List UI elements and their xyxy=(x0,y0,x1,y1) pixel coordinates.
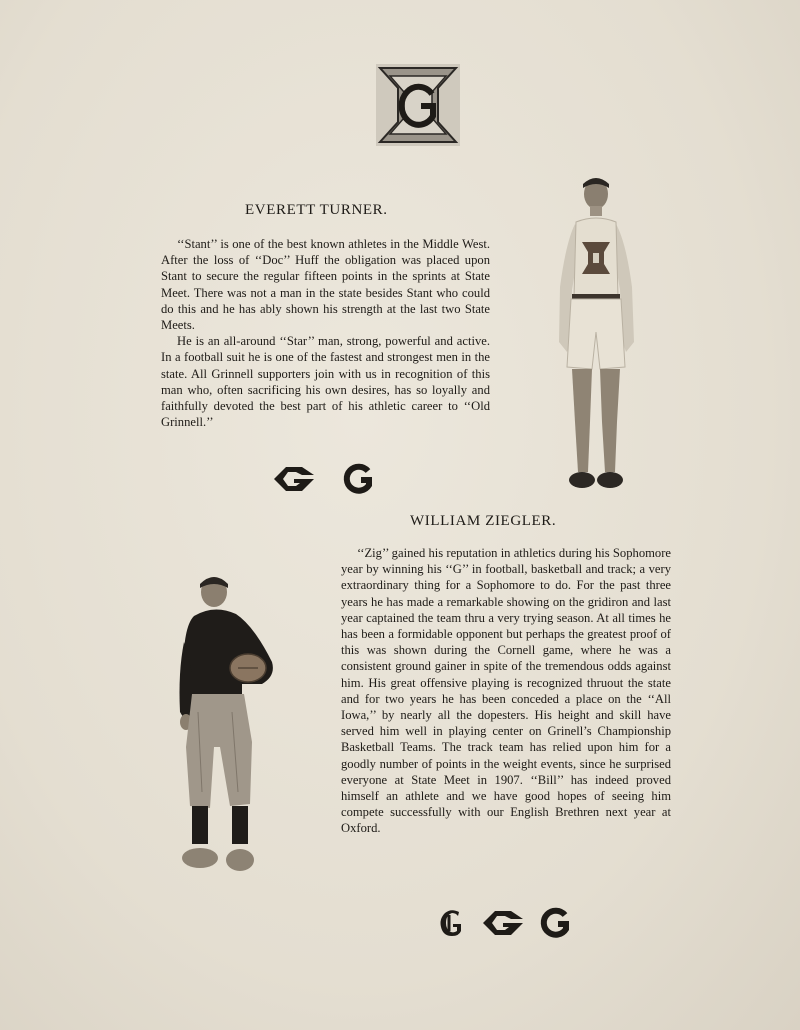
ziegler-letter-awards xyxy=(437,907,571,939)
ziegler-paragraph-1: ‘‘Zig’’ gained his reputation in athletics during his Sophomore year by winning his ‘‘G’’ in football, basketball and track; a very extraordinary thing for a Sophomore to do. For the past three years he has made a remarkable showing on the gridiron and last year captained the team thru a very trying season. At all times he has been a formidable opponent but perhaps the greatest proof of this was shown during the Cornell game, where he was a consistent ground gainer in spite of the tremendous odds against him. His great offensive playing is recognized thruout the state and for two years he has been conceded a place on the ‘‘All Iowa,’’ by nearly all the dopesters. His height and skill have served him well in playing center on Grinell’s Championship Basketball Teams. The track team has relied upon him for a goodly number of points in the weight events, since he surprised everyone at State Meet in 1907. ‘‘Bill’’ has indeed proved himself an athlete and we have good hopes of seeing him compete successfully with our English Brethren next year at Oxford. xyxy=(341,546,671,836)
ziegler-photo xyxy=(172,572,287,878)
old-english-g-letter-icon xyxy=(437,907,467,939)
turner-name-heading: EVERETT TURNER. xyxy=(245,202,388,218)
turner-photo xyxy=(550,172,645,494)
ziegler-biography xyxy=(341,545,671,837)
g-letter-icon xyxy=(342,463,374,495)
turner-letter-awards xyxy=(272,463,374,495)
turner-paragraph-1: ‘‘Stant’’ is one of the best known athletes in the Middle West. After the loss of ‘‘Doc’’ Huff the obligation was placed upon Stant to secure the regular fifteen points in the sprints at State Meet. There was not a man in the state besides Stant who could do this and he has ably shown his strength at the last two State Meets. xyxy=(161,237,490,333)
turner-biography xyxy=(161,236,490,430)
turner-paragraph-2: He is an all-around ‘‘Star’’ man, strong, powerful and active. In a football suit he is one of the fastest and strongest men in the state. All Grinnell supporters join with us in recognition of this man who, often sacrificing his own desires, has so loyally and faithfully devoted the best part of his athletic career to ‘‘Old Grinnell.’’ xyxy=(161,334,490,430)
college-g-emblem xyxy=(376,64,460,146)
block-g-letter-icon xyxy=(272,464,316,494)
ziegler-name-heading: WILLIAM ZIEGLER. xyxy=(410,513,557,529)
g-letter-icon xyxy=(539,907,571,939)
block-g-letter-icon xyxy=(481,908,525,938)
